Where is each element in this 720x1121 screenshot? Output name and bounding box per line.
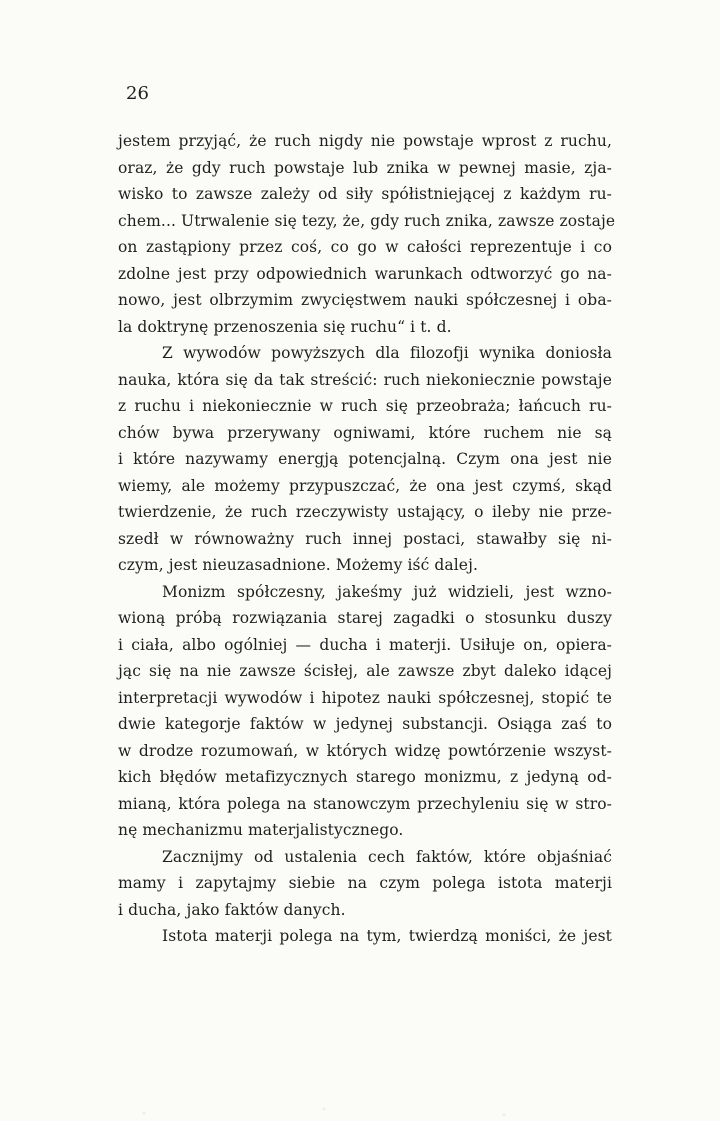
text-line: on zastąpiony przez coś, co go w całości reprezentuje i co bbox=[118, 238, 612, 256]
text-line: nę mechanizmu materjalistycznego. bbox=[118, 821, 404, 839]
body-text bbox=[118, 128, 616, 950]
text-line: dwie kategorje faktów w jedynej substancji. Osiąga zaś to bbox=[118, 715, 612, 733]
text-line: z ruchu i niekoniecznie w ruch się przeobraża; łańcuch ru- bbox=[118, 397, 612, 415]
text-line: i ciała, albo ogólniej — ducha i materji. Usiłuje on, opiera- bbox=[118, 635, 612, 654]
text-line: jestem przyjąć, że ruch nigdy nie powstaje wprost z ruchu, bbox=[118, 132, 612, 150]
text-line: wiemy, ale możemy przypuszczać, że ona jest czymś, skąd bbox=[118, 476, 612, 495]
text-line: wisko to zawsze zależy od siły spółistniejącej z każdym ru- bbox=[118, 185, 612, 203]
text-line: kich błędów metafizycznych starego monizmu, z jedyną od- bbox=[118, 768, 612, 786]
text-line: nauka, która się da tak streścić: ruch niekoniecznie powstaje bbox=[118, 370, 612, 389]
text-line: jąc się na nie zawsze ścisłej, ale zawsze zbyt daleko idącej bbox=[118, 662, 612, 680]
text-line: oraz, że gdy ruch powstaje lub znika w pewnej masie, zja- bbox=[118, 158, 612, 177]
text-line: w drodze rozumowań, w których widzę powtórzenie wszyst- bbox=[118, 741, 612, 760]
text-line: szedł w równoważny ruch innej postaci, stawałby się ni- bbox=[118, 529, 612, 548]
paragraph-start-line: Istota materji polega na tym, twierdzą moniści, że jest bbox=[162, 927, 612, 945]
text-line: interpretacji wywodów i hipotez nauki spółczesnej, stopić te bbox=[118, 688, 612, 707]
paragraph-start-line: Zacznijmy od ustalenia cech faktów, które objaśniać bbox=[162, 847, 612, 866]
paper-texture bbox=[0, 1081, 720, 1121]
paragraph-start-line: Monizm spółczesny, jakeśmy już widzieli, jest wzno- bbox=[162, 582, 612, 601]
text-line: mianą, która polega na stanowczym przechyleniu się w stro- bbox=[118, 794, 612, 813]
text-line: zdolne jest przy odpowiednich warunkach odtworzyć go na- bbox=[118, 264, 612, 283]
text-line: czym, jest nieuzasadnione. Możemy iść dalej. bbox=[118, 556, 479, 574]
text-line: i ducha, jako faktów danych. bbox=[118, 900, 346, 919]
page-number: 26 bbox=[126, 83, 149, 104]
text-line: i które nazywamy energją potencjalną. Czym ona jest nie bbox=[118, 450, 612, 468]
text-line: twierdzenie, że ruch rzeczywisty ustający, o ileby nie prze- bbox=[118, 503, 612, 521]
paragraph-start-line: Z wywodów powyższych dla filozofji wynika doniosła bbox=[162, 344, 612, 362]
text-line: wioną próbą rozwiązania starej zagadki o stosunku duszy bbox=[118, 609, 612, 627]
text-line: la doktrynę przenoszenia się ruchu“ i t. d. bbox=[118, 317, 452, 336]
text-line: chów bywa przerywany ogniwami, które ruchem nie są bbox=[118, 423, 612, 442]
text-line: chem... Utrwalenie się tezy, że, gdy ruch znika, zawsze zostaje bbox=[118, 211, 616, 230]
text-line: nowo, jest olbrzymim zwycięstwem nauki spółczesnej i oba- bbox=[118, 291, 612, 309]
text-line: mamy i zapytajmy siebie na czym polega istota materji bbox=[118, 874, 612, 892]
